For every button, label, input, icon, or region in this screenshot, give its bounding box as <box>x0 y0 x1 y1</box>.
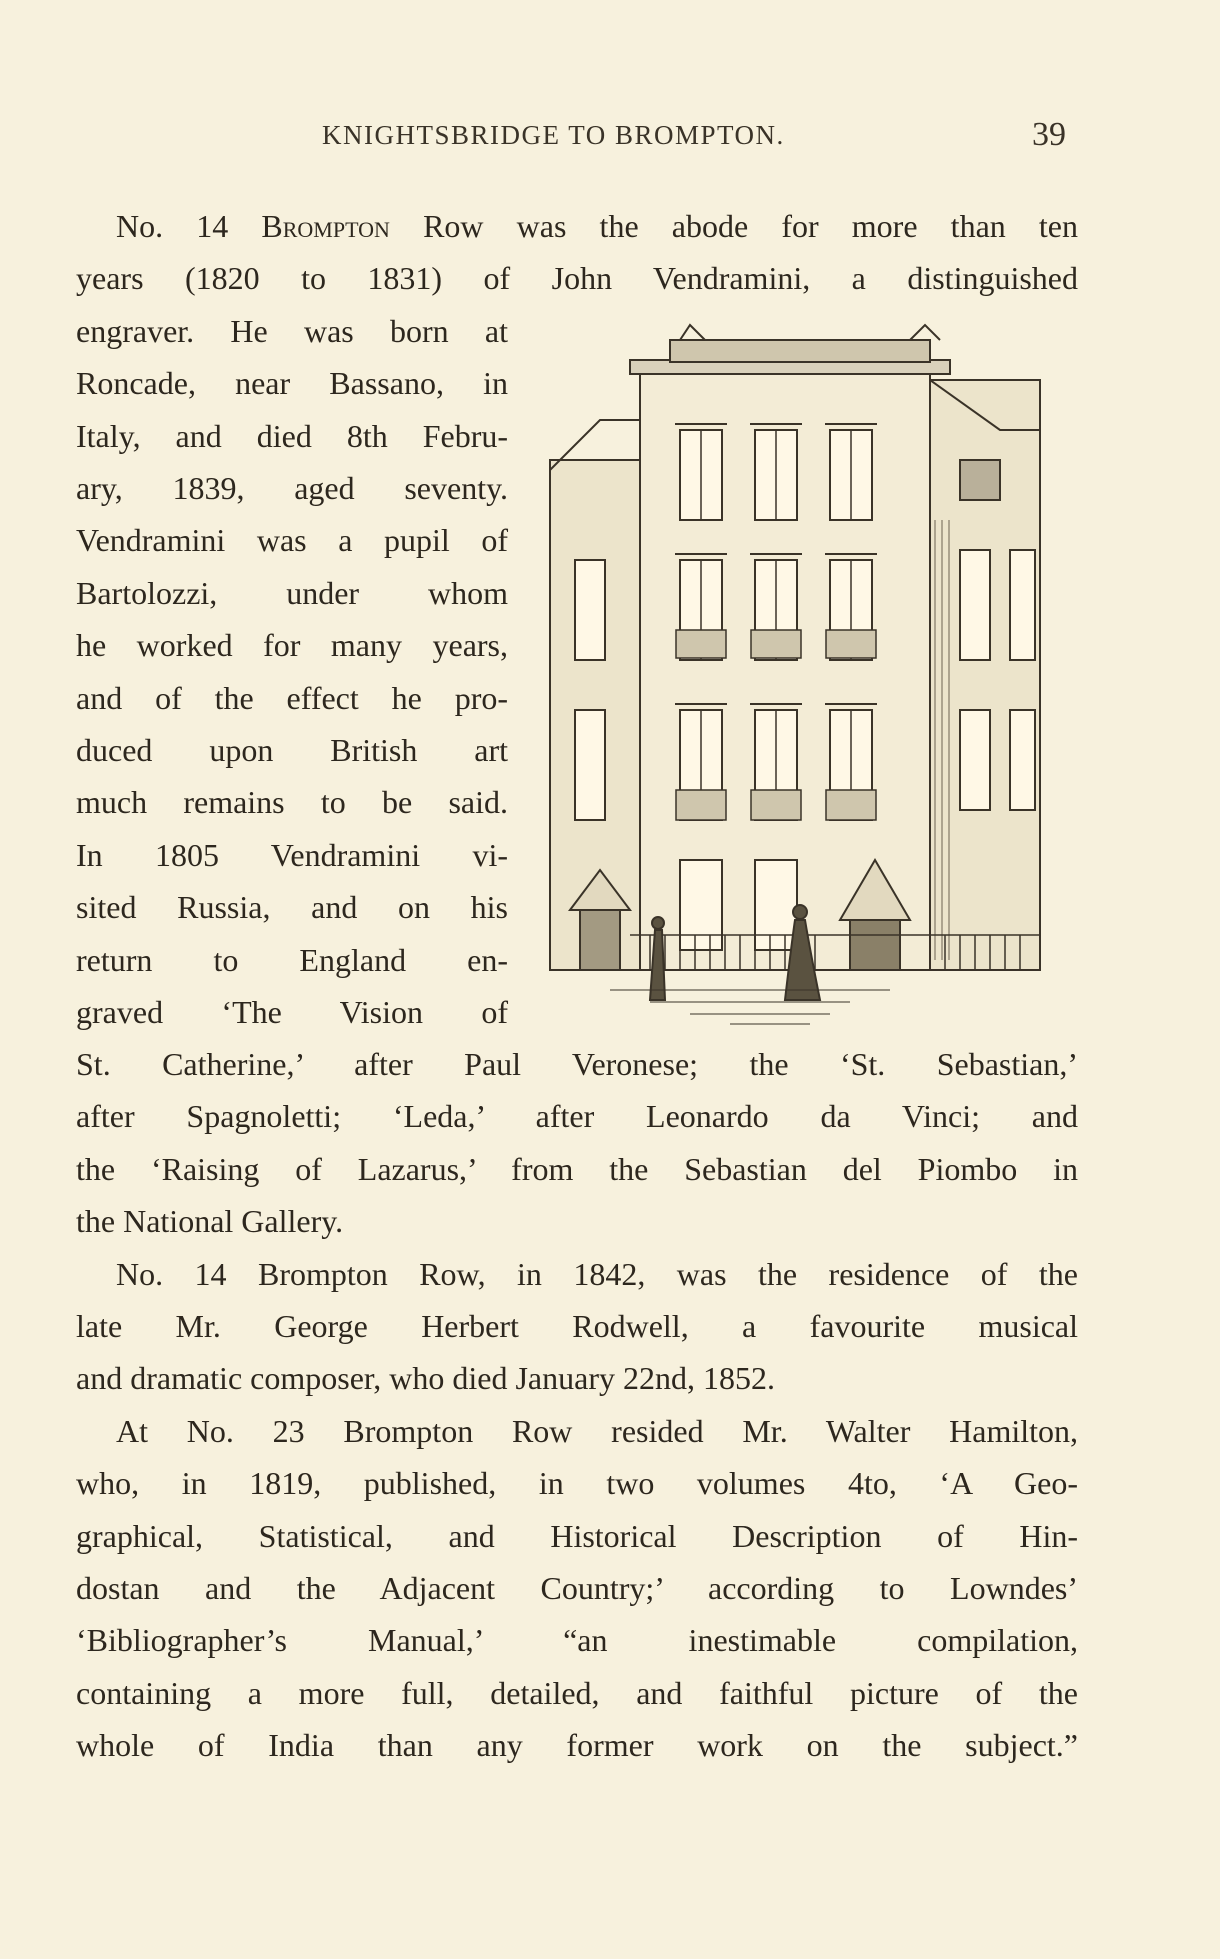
wrap-line: he worked for many years, <box>76 627 508 664</box>
wrap-line: duced upon British art <box>76 732 508 769</box>
paragraph-3 <box>76 1405 1078 1772</box>
wrap-line: engraver. He was born at <box>76 312 508 349</box>
wrap-line: sited Russia, and on his <box>76 889 508 926</box>
paragraph-3-line: containing a more full, detailed, and faithful picture of the <box>76 1674 1078 1711</box>
running-head <box>0 116 1220 160</box>
paragraph-1-line-2: years (1820 to 1831) of John Vendramini, a distinguished <box>76 260 1078 297</box>
paragraph-3-line: dostan and the Adjacent Country;’ according to Lowndes’ <box>76 1570 1078 1607</box>
wrap-line: Bartolozzi, under whom <box>76 574 508 611</box>
wrap-line: In 1805 Vendramini vi- <box>76 836 508 873</box>
paragraph-2-line: and dramatic composer, who died January 22nd, 1852. <box>76 1360 775 1397</box>
paragraph-2-line: No. 14 Brompton Row, in 1842, was the residence of the <box>116 1255 1078 1292</box>
wrap-line: return to England en- <box>76 941 508 978</box>
paragraph-3-line: whole of India than any former work on the subject.” <box>76 1727 1078 1764</box>
paragraph-3-line: graphical, Statistical, and Historical Description of Hin- <box>76 1517 1078 1554</box>
lead-smallcaps: Brompton <box>261 208 390 244</box>
lead-number: No. 14 <box>116 208 229 244</box>
paragraph-1-continuation <box>76 1038 1078 1248</box>
wrap-line: ary, 1839, aged seventy. <box>76 470 508 507</box>
wrap-line: and of the effect he pro- <box>76 679 508 716</box>
wrap-line: Vendramini was a pupil of <box>76 522 508 559</box>
paragraph-1-line-1 <box>76 200 1078 252</box>
paragraph-3-line: who, in 1819, published, in two volumes 4to, ‘A Geo- <box>76 1465 1078 1502</box>
wrap-line: Roncade, near Bassano, in <box>76 365 508 402</box>
paragraph-3-line: At No. 23 Brompton Row resided Mr. Walter Hamilton, <box>116 1412 1078 1449</box>
paragraph-2 <box>76 1248 1078 1405</box>
paragraph-1-opening <box>76 200 1078 305</box>
running-title: KNIGHTSBRIDGE TO BROMPTON. <box>322 120 785 150</box>
paragraph-2-line: late Mr. George Herbert Rodwell, a favourite musical <box>76 1308 1078 1344</box>
wrap-line: much remains to be said. <box>76 784 508 821</box>
full-line: the National Gallery. <box>76 1203 344 1240</box>
full-line: the ‘Raising of Lazarus,’ from the Sebastian del Piombo in <box>76 1150 1078 1187</box>
line-1-rest: Row was the abode for more than ten <box>423 208 1079 244</box>
paragraph-1-wrap-column <box>76 305 508 1039</box>
full-line: after Spagnoletti; ‘Leda,’ after Leonardo da Vinci; and <box>76 1098 1078 1135</box>
wrap-line: Italy, and died 8th Febru- <box>76 417 508 454</box>
wrap-line: graved ‘The Vision of <box>76 994 508 1031</box>
page-number: 39 <box>1032 116 1066 153</box>
paragraph-3-line: ‘Bibliographer’s Manual,’ “an inestimable compilation, <box>76 1622 1078 1659</box>
townhouse-engraving-icon <box>530 320 1050 1040</box>
full-line: St. Catherine,’ after Paul Veronese; the ‘St. Sebastian,’ <box>76 1046 1078 1082</box>
